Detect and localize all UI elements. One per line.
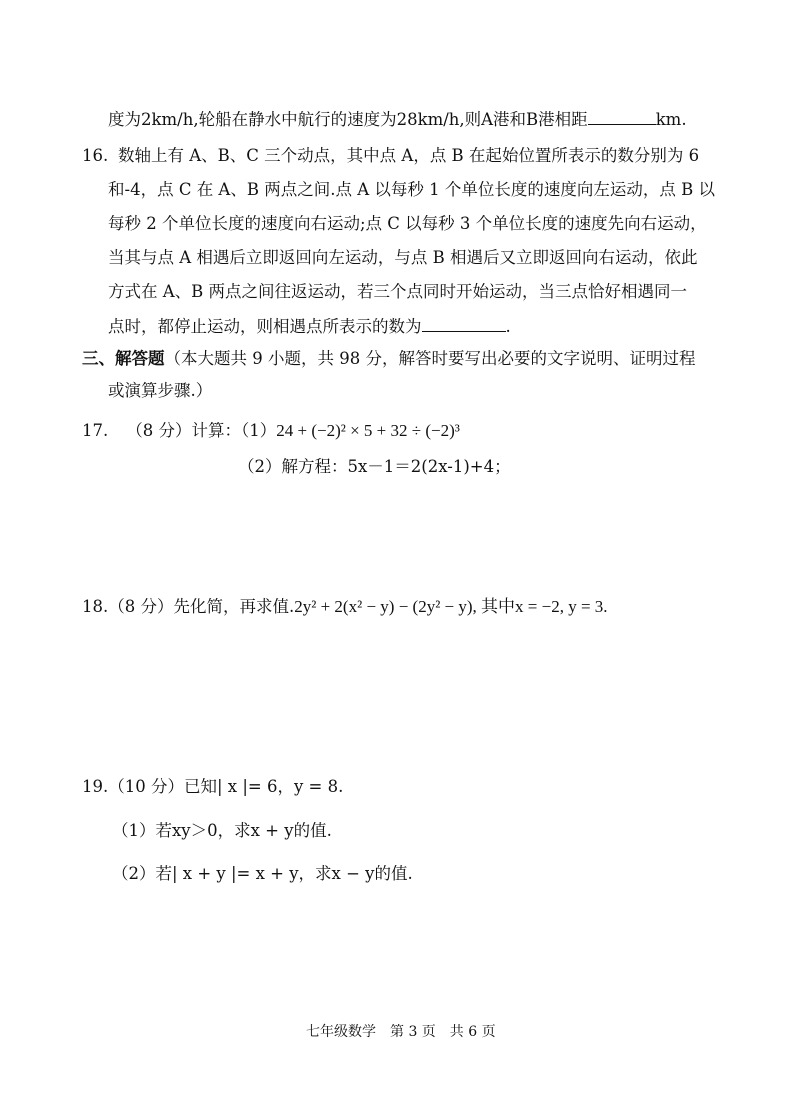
q16-answer-blank[interactable] (422, 315, 506, 332)
q16-line-6-wrap (108, 315, 511, 338)
q18-number: 18. (82, 597, 109, 616)
q17-expression: 24 + (−2)² × 5 + 32 ÷ (−2)³ (276, 421, 460, 440)
q16-line-3: 每秒 2 个单位长度的速度向右运动;点 C 以每秒 3 个单位长度的速度先向右运动， (108, 214, 707, 233)
q19-part2: （2）若| x + y |= x + y，求x − y的值. (112, 864, 413, 883)
section3-header (82, 348, 695, 370)
q16-number: 16. (82, 146, 109, 165)
q16-line-5: 方式在 A、B 两点之间往返运动，若三个点同时开始运动，当三点恰好相遇同一 (108, 282, 688, 301)
q17-line-1 (82, 420, 460, 442)
q17-part2: （2）解方程：5x－1＝2(2x-1)+4； (238, 457, 511, 476)
q16-line-4: 当其与点 A 相遇后立即返回向左运动，与点 B 相遇后又立即返回向右运动，依此 (108, 248, 698, 267)
q16-end: . (505, 317, 511, 336)
q16-line-2: 和-4，点 C 在 A、B 两点之间.点 A 以每秒 1 个单位长度的速度向左运动，点 B 以 (108, 180, 715, 199)
q19-prefix: （10 分）已知| x |= 6，y = 8. (108, 777, 344, 796)
section3-title: 三、解答题 (82, 349, 165, 368)
q17-number: 17. (82, 421, 109, 440)
q16-line-1: 数轴上有 A、B、C 三个动点，其中点 A，点 B 在起始位置所表示的数分别为 6 (118, 146, 700, 165)
q15-answer-blank[interactable] (588, 108, 656, 125)
q19-line (82, 776, 343, 798)
section3-desc-2: 或演算步骤.） (108, 381, 213, 400)
q15-tail-line (108, 108, 687, 131)
q19-number: 19. (82, 777, 109, 796)
section3-desc-1: （本大题共 9 小题，共 98 分，解答时要写出必要的文字说明、证明过程 (164, 349, 696, 368)
q19-part1: （1）若xy＞0，求x + y的值. (112, 821, 332, 840)
q18-prefix: （8 分）先化简，再求值. (108, 597, 295, 616)
q15-tail-text: 度为2km/h,轮船在静水中航行的速度为28km/h,则A港和B港相距 (108, 110, 588, 129)
q15-unit: km. (655, 110, 687, 129)
q16-line-6: 点时，都停止运动，则相遇点所表示的数为 (108, 317, 422, 336)
q17-prefix: （8 分）计算：（1） (126, 421, 277, 440)
page-footer: 七年级数学 第 3 页 共 6 页 (306, 1024, 496, 1040)
q18-expression: 2y² + 2(x² − y) − (2y² − y), 其中x = −2, y = 3. (294, 597, 608, 616)
q18-line (82, 596, 608, 618)
